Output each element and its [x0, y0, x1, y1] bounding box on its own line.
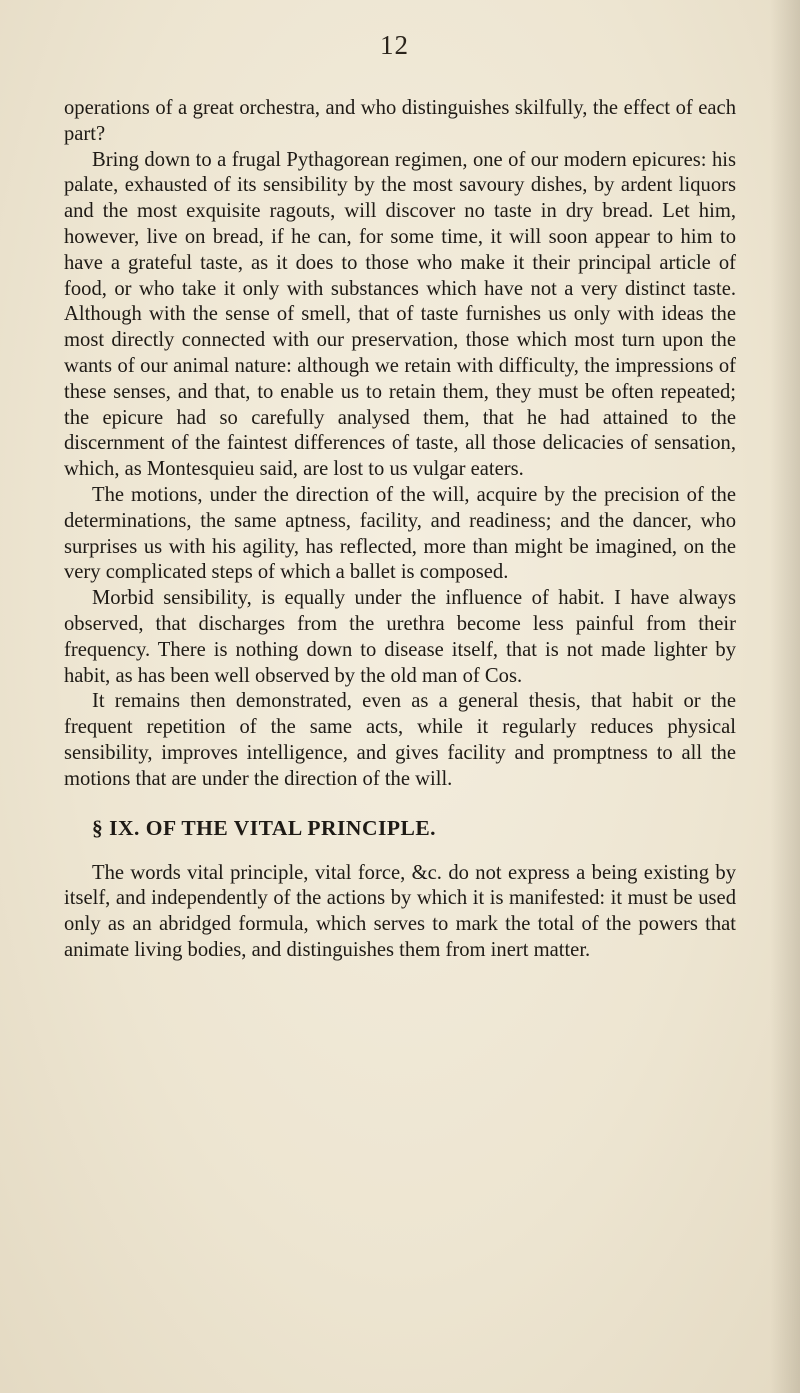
paragraph-conclusion: It remains then demonstrated, even as a general thesis, that habit or the frequent repetition of the same acts, while it regularly reduces physical sensibility, improves intelligence, and gives facility and promptness to all the motions that are under the direction of the will. [64, 690, 736, 790]
paragraph-epicure: Bring down to a frugal Pythagorean regimen, one of our modern epicures: his palate, exhausted of its sensibility by the most savoury dishes, by ardent liquors and the most exquisite ragouts, will discover no taste in dry bread. Let him, however, live on bread, if he can, for some time, it will soon appear to him to have a grateful taste, as it does to those who make it their principal article of food, or who take it only with substances which have not a very distinct taste. Although with the sense of smell, that of taste furnishes us only with ideas the most directly connected with our preservation, those which most turn upon the wants of our animal nature: although we retain with difficulty, the impressions of these senses, and that, to enable us to retain them, they must be often repeated; the epicure had so carefully analysed them, that he had attained to the discernment of the faintest differences of taste, all those delicacies of sensation, which, as Montesquieu said, are lost to us vulgar eaters. [64, 148, 736, 481]
paragraph-morbid-sensibility: Morbid sensibility, is equally under the influence of habit. I have always observed, that discharges from the urethra become less painful from their frequency. There is nothing down to disease itself, that is not made lighter by habit, as has been well observed by the old man of Cos. [64, 587, 736, 687]
paragraph-continuation: operations of a great orchestra, and who distinguishes skilfully, the effect of each part? [64, 97, 736, 145]
page-edge-shadow [770, 0, 800, 1393]
body-text [64, 96, 736, 793]
section-heading: § IX. OF THE VITAL PRINCIPLE. [92, 815, 437, 840]
section-body [64, 861, 736, 964]
paragraph-motions: The motions, under the direction of the will, acquire by the precision of the determinations, the same aptness, facility, and readiness; and the dancer, who surprises us with his agility, has reflected, more than might be imagined, on the very complicated steps of which a ballet is composed. [64, 483, 736, 584]
page-number: 12 [380, 30, 409, 60]
paragraph-vital-principle: The words vital principle, vital force, &c. do not express a being existing by itself, and independently of the actions by which it is manifested: it must be used only as an abridged formula, which serves to mark the total of the powers that animate living bodies, and distinguishes them from inert matter. [64, 861, 736, 961]
